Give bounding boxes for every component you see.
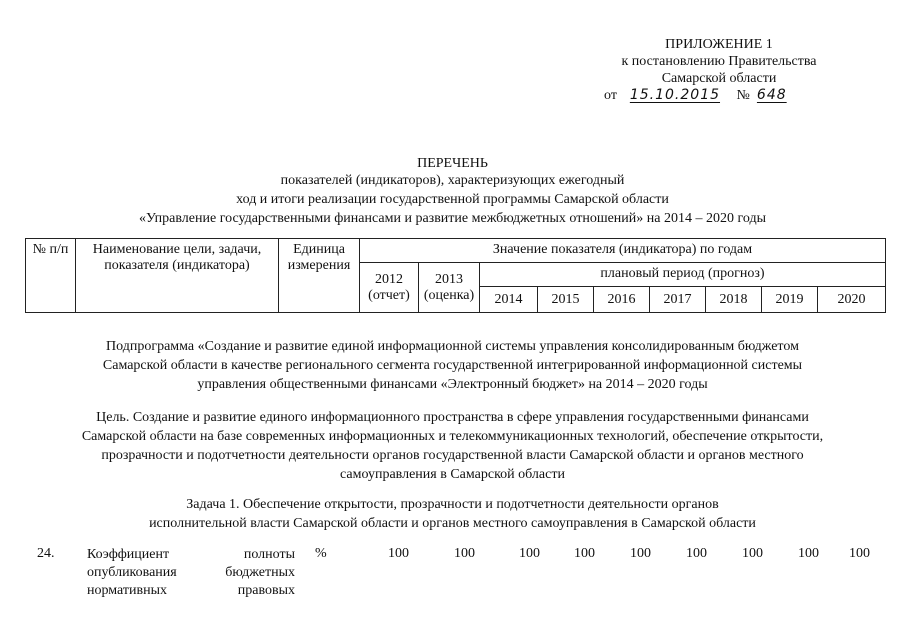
- row-value-2015: 100: [574, 546, 595, 561]
- appendix-region-line: Самарской области: [661, 71, 777, 86]
- row-value-2016: 100: [630, 546, 651, 561]
- header-year: 2014: [480, 287, 538, 313]
- appendix-block: [598, 36, 840, 104]
- row-value-2018: 100: [742, 546, 763, 561]
- appendix-title: ПРИЛОЖЕНИЕ 1: [665, 37, 773, 52]
- number-label: №: [736, 88, 750, 103]
- appendix-resolution-line: к постановлению Правительства: [621, 54, 817, 69]
- goal-line-4: самоуправления в Самарской области: [340, 467, 565, 482]
- document-heading: [0, 154, 905, 228]
- row-number: 24.: [37, 546, 55, 561]
- header-col-unit: Единица измерения: [279, 239, 360, 313]
- goal-line-1: Цель. Создание и развитие единого информационного пространства в сфере управления государственными финансами: [96, 410, 809, 425]
- heading-title: ПЕРЕЧЕНЬ: [417, 156, 488, 171]
- goal-line-2: Самарской области на базе современных информационных и телекоммуникационных технологий, обеспечение открытости,: [81, 429, 824, 444]
- task-line-1: Задача 1. Обеспечение открытости, прозрачности и подотчетности деятельности органов: [186, 497, 719, 512]
- name-word: нормативных: [87, 583, 168, 598]
- year-2012-note: (отчет): [368, 287, 410, 303]
- header-year: 2015: [538, 287, 594, 313]
- year-2012-label: 2012: [375, 271, 403, 287]
- header-col-name: Наименование цели, задачи, показателя (индикатора): [76, 239, 279, 313]
- heading-line-3: «Управление государственными финансами и развитие межбюджетных отношений» на 2014 – 2020 годы: [138, 211, 767, 226]
- row-value-2019: 100: [798, 546, 819, 561]
- appendix-date-line: [598, 87, 840, 104]
- year-2013-note: (оценка): [423, 287, 475, 303]
- subprogram-heading: [0, 337, 905, 394]
- subprogram-line-3: управления общественными финансами «Электронный бюджет» на 2014 – 2020 годы: [197, 377, 708, 392]
- header-year: 2019: [762, 287, 818, 313]
- task-heading: [0, 495, 905, 533]
- heading-line-1: показателей (индикаторов), характеризующих ежегодный: [280, 173, 625, 188]
- name-line: [87, 564, 295, 582]
- task-line-2: исполнительной власти Самарской области и органов местного самоуправления в Самарской области: [149, 516, 756, 531]
- subprogram-line-1: Подпрограмма «Создание и развитие единой информационной системы управления консолидированным бюджетом: [106, 339, 799, 354]
- row-unit: %: [315, 546, 327, 561]
- name-line: [87, 582, 295, 600]
- row-value-2020: 100: [849, 546, 870, 561]
- goal-line-3: прозрачности и подотчетности деятельности органов государственной власти Самарской области и органов местного: [101, 448, 804, 463]
- header-year: 2020: [818, 287, 886, 313]
- row-indicator-name: [87, 546, 295, 600]
- row-value-2012: 100: [388, 546, 409, 561]
- header-year: 2018: [706, 287, 762, 313]
- header-planned-period: плановый период (прогноз): [480, 263, 886, 287]
- row-value-2013: 100: [454, 546, 475, 561]
- row-value-2017: 100: [686, 546, 707, 561]
- heading-line-2: ход и итоги реализации государственной программы Самарской области: [236, 192, 669, 207]
- name-word: правовых: [237, 583, 295, 598]
- name-word: Коэффициент: [87, 547, 170, 562]
- indicator-table-header: [25, 238, 886, 313]
- header-year-2013: [419, 263, 480, 313]
- name-line: [87, 546, 295, 564]
- header-year: 2017: [650, 287, 706, 313]
- from-label: от: [604, 88, 617, 103]
- name-word: бюджетных: [225, 565, 295, 580]
- goal-heading: [0, 408, 905, 484]
- name-word: опубликования: [87, 565, 177, 580]
- table-row: [25, 546, 885, 606]
- year-2013-label: 2013: [435, 271, 463, 287]
- handwritten-number: 648: [756, 87, 787, 103]
- row-value-2014: 100: [519, 546, 540, 561]
- header-col-number: № п/п: [26, 239, 76, 313]
- header-col-values: Значение показателя (индикатора) по годам: [360, 239, 886, 263]
- name-word: полноты: [243, 547, 295, 562]
- subprogram-line-2: Самарской области в качестве регионального сегмента государственной интегрированной информационной системы: [102, 358, 803, 373]
- header-year: 2016: [594, 287, 650, 313]
- handwritten-date: 15.10.2015: [629, 87, 721, 103]
- header-year-2012: [360, 263, 419, 313]
